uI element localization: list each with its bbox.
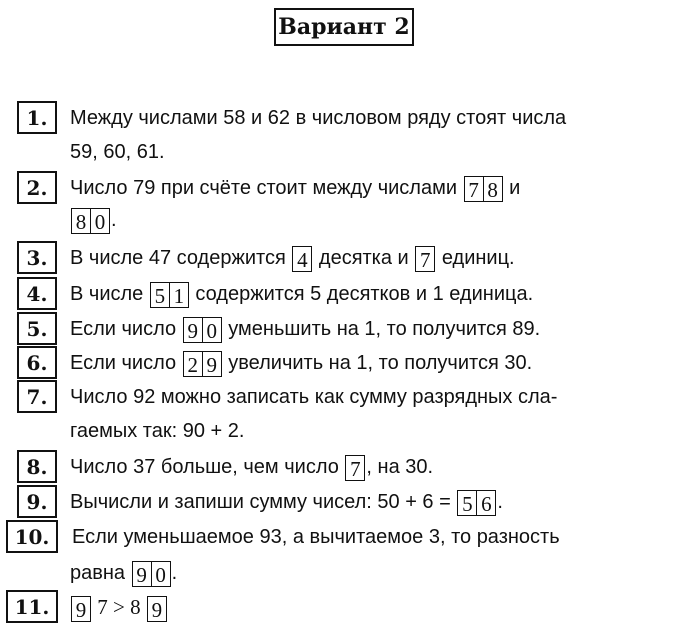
item-9-line: [70, 485, 503, 519]
answer-box: 6: [476, 490, 496, 516]
item-9-text-1: Вычисли и запиши сумму чисел: 50 + 6 =: [70, 491, 457, 513]
item-11-inequality: 7 > 8: [92, 595, 146, 619]
answer-box: 9: [132, 561, 152, 587]
item-2-line-2: [70, 203, 117, 237]
item-number-9: 9.: [17, 485, 57, 518]
answer-box: 5: [457, 490, 477, 516]
answer-box: 9: [183, 317, 203, 343]
item-3-text-2: десятка и: [313, 247, 415, 269]
item-10-text-2: .: [171, 562, 178, 584]
answer-box: 5: [150, 282, 170, 308]
item-2-text-2: и: [503, 177, 521, 199]
item-number-1: 1.: [17, 101, 57, 134]
answer-box: 2: [183, 351, 203, 377]
item-number-2: 2.: [17, 171, 57, 204]
item-4-text-2: содержится 5 десятков и 1 единица.: [189, 283, 534, 305]
item-number-4: 4.: [17, 277, 57, 310]
item-number-3: 3.: [17, 241, 57, 274]
answer-box: 9: [202, 351, 222, 377]
item-7-line-2: гаемых так: 90 + 2.: [70, 420, 245, 442]
item-number-11: 11.: [6, 590, 58, 623]
item-number-10: 10.: [6, 520, 58, 553]
variant-title: Вариант 2: [274, 8, 414, 46]
item-11-line: [70, 590, 168, 624]
item-2-text-1: Число 79 при счёте стоит между числами: [70, 177, 463, 199]
answer-box: 0: [90, 208, 110, 234]
item-8-line: [70, 450, 433, 484]
item-6-text-2: увеличить на 1, то получится 30.: [222, 352, 533, 374]
answer-box: 0: [202, 317, 222, 343]
item-6-line: [70, 346, 532, 380]
item-2-text-3: .: [111, 209, 117, 231]
item-number-5: 5.: [17, 312, 57, 345]
answer-box: 7: [415, 246, 435, 272]
item-number-7: 7.: [17, 380, 57, 413]
item-2-line-1: [70, 171, 520, 205]
item-5-text-1: Если число: [70, 318, 182, 340]
item-3-text-1: В числе 47 содержится: [70, 247, 292, 269]
item-5-text-2: уменьшить на 1, то получится 89.: [222, 318, 541, 340]
answer-box: 9: [71, 596, 91, 622]
answer-box: 7: [464, 176, 484, 202]
answer-box: 0: [151, 561, 171, 587]
answer-box: 8: [71, 208, 91, 234]
answer-box: 9: [147, 596, 167, 622]
item-1-line-2: 59, 60, 61.: [70, 141, 165, 163]
item-8-text-1: Число 37 больше, чем число: [70, 456, 345, 478]
item-3-line: [70, 241, 515, 275]
item-7-line-1: Число 92 можно записать как сумму разрядных сла-: [70, 386, 558, 408]
item-number-8: 8.: [17, 450, 57, 483]
item-6-text-1: Если число: [70, 352, 182, 374]
item-10-line-1: Если уменьшаемое 93, а вычитаемое 3, то разность: [72, 526, 560, 548]
item-10-text-1: равна: [70, 562, 131, 584]
item-9-text-2: .: [497, 491, 503, 513]
item-5-line: [70, 312, 540, 346]
answer-box: 7: [345, 455, 365, 481]
item-3-text-3: единиц.: [436, 247, 515, 269]
item-8-text-2: , на 30.: [366, 456, 434, 478]
answer-box: 8: [483, 176, 503, 202]
item-4-text-1: В числе: [70, 283, 149, 305]
answer-box: 4: [292, 246, 312, 272]
item-number-6: 6.: [17, 346, 57, 379]
answer-box: 1: [169, 282, 189, 308]
item-10-line-2: [70, 556, 177, 590]
item-4-line: [70, 277, 533, 311]
item-1-line-1: Между числами 58 и 62 в числовом ряду стоят числа: [70, 107, 567, 129]
